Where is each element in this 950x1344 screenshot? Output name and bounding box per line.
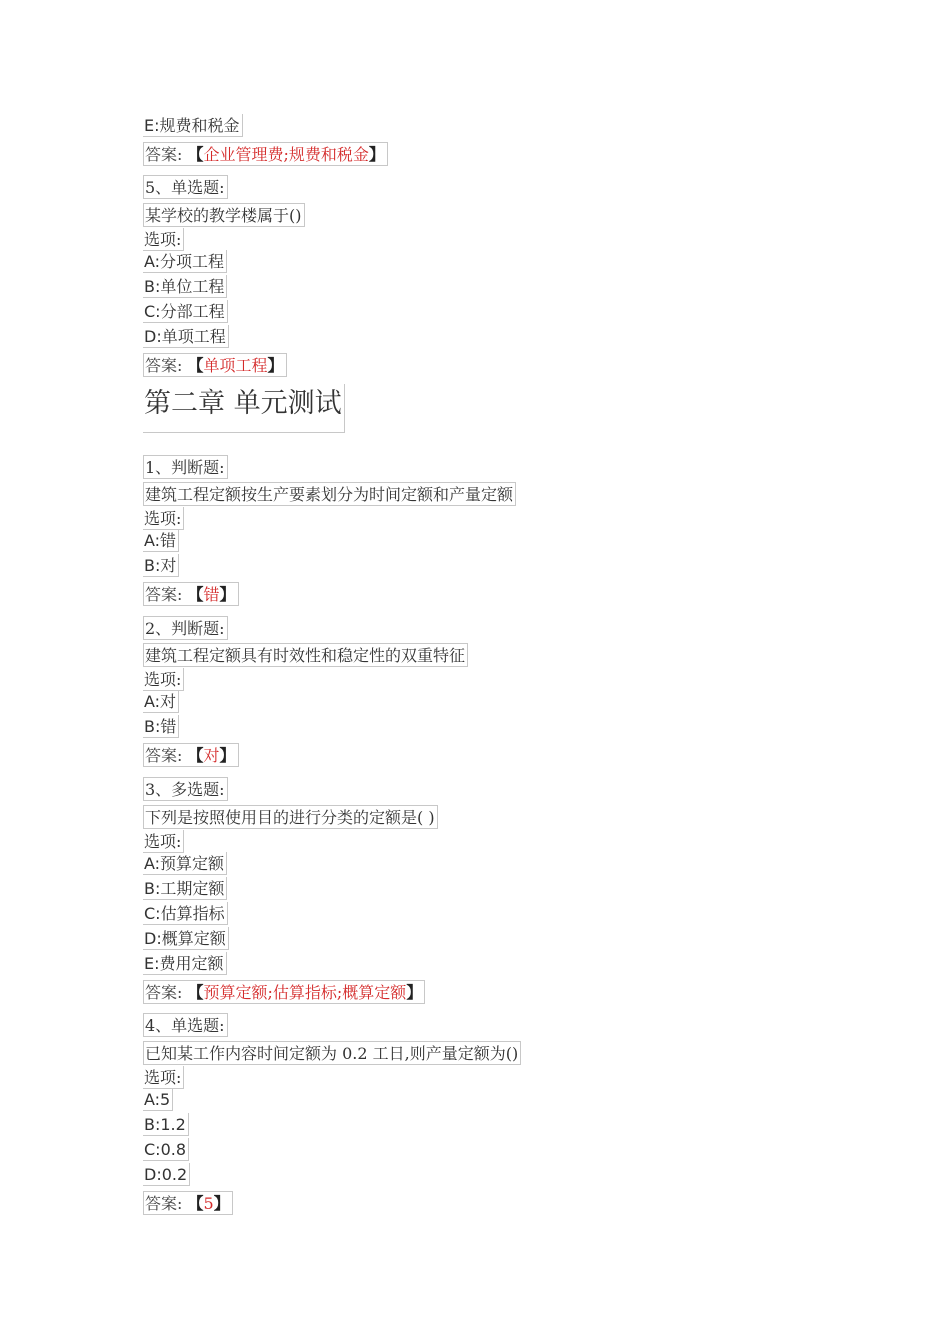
answer-value: 5 <box>203 1194 214 1213</box>
answer-label: 答案: <box>145 983 183 1002</box>
answer-value: 对 <box>203 746 220 765</box>
answer-value: 预算定额;估算指标;概算定额 <box>203 983 407 1002</box>
options-label: 选项: <box>143 507 184 530</box>
answer-label: 答案: <box>145 356 183 375</box>
option-b: B:错 <box>143 715 179 738</box>
bracket-open: 【 <box>187 356 204 375</box>
option-a: A:错 <box>143 529 179 552</box>
options-label: 选项: <box>143 830 184 853</box>
question-stem: 建筑工程定额具有时效性和稳定性的双重特征 <box>143 643 468 667</box>
option-c: C:分部工程 <box>143 300 228 323</box>
answer-value: 错 <box>203 585 220 604</box>
option-c: C:估算指标 <box>143 902 228 925</box>
bracket-close: 】 <box>219 585 236 604</box>
option-a: A:对 <box>143 690 179 713</box>
question-type: 4、单选题: <box>143 1013 228 1037</box>
answer-value: 企业管理费;规费和税金 <box>203 145 369 164</box>
option-d: D:0.2 <box>143 1163 190 1186</box>
answer-line <box>143 743 239 767</box>
question-stem: 某学校的教学楼属于() <box>143 203 305 227</box>
question-stem: 建筑工程定额按生产要素划分为时间定额和产量定额 <box>143 482 516 506</box>
question-type: 5、单选题: <box>143 175 228 199</box>
bracket-close: 】 <box>267 356 284 375</box>
bracket-open: 【 <box>187 1194 204 1213</box>
option-c: C:0.8 <box>143 1138 189 1161</box>
option-b: B:对 <box>143 554 179 577</box>
option-b: B:1.2 <box>143 1113 189 1136</box>
bracket-open: 【 <box>187 746 204 765</box>
bracket-close: 】 <box>368 145 385 164</box>
bracket-open: 【 <box>187 585 204 604</box>
question-type: 2、判断题: <box>143 616 228 640</box>
bracket-close: 】 <box>406 983 423 1002</box>
options-label: 选项: <box>143 668 184 691</box>
answer-label: 答案: <box>145 746 183 765</box>
answer-line <box>143 353 287 377</box>
option-e: E:费用定额 <box>143 952 227 975</box>
answer-label: 答案: <box>145 1194 183 1213</box>
answer-line <box>143 142 388 166</box>
option-a: A:分项工程 <box>143 250 227 273</box>
option-e: E:规费和税金 <box>143 114 243 137</box>
question-type: 1、判断题: <box>143 455 228 479</box>
option-d: D:单项工程 <box>143 325 229 348</box>
question-type: 3、多选题: <box>143 777 228 801</box>
option-a: A:预算定额 <box>143 852 227 875</box>
option-b: B:工期定额 <box>143 877 227 900</box>
bracket-open: 【 <box>187 983 204 1002</box>
answer-label: 答案: <box>145 145 183 164</box>
answer-line <box>143 980 425 1004</box>
option-b: B:单位工程 <box>143 275 227 298</box>
bracket-open: 【 <box>187 145 204 164</box>
answer-value: 单项工程 <box>203 356 268 375</box>
answer-line <box>143 582 239 606</box>
option-a: A:5 <box>143 1088 173 1111</box>
question-stem: 下列是按照使用目的进行分类的定额是( ) <box>143 805 438 829</box>
options-label: 选项: <box>143 1066 184 1089</box>
options-label: 选项: <box>143 228 184 251</box>
bracket-close: 】 <box>213 1194 230 1213</box>
bracket-close: 】 <box>219 746 236 765</box>
answer-label: 答案: <box>145 585 183 604</box>
question-stem: 已知某工作内容时间定额为 0.2 工日,则产量定额为() <box>143 1041 521 1065</box>
option-d: D:概算定额 <box>143 927 229 950</box>
answer-line <box>143 1191 233 1215</box>
chapter-title: 第二章 单元测试 <box>143 384 345 433</box>
